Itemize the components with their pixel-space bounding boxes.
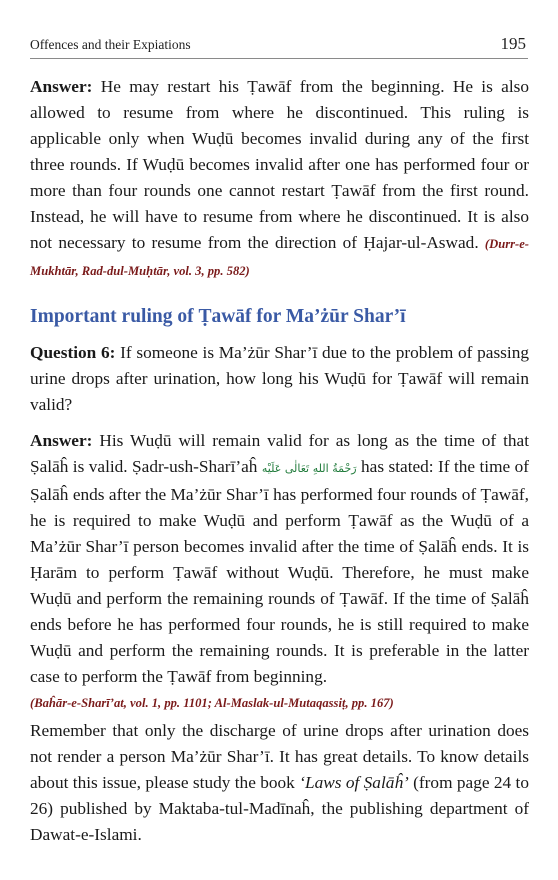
answer-label: Answer:	[30, 77, 93, 96]
answer-paragraph-2	[30, 428, 529, 716]
question-label: Question 6:	[30, 343, 116, 362]
question-paragraph	[30, 340, 529, 418]
answer-text-continued: has stated: If the time of Ṣalāĥ ends after the Ma’żūr Shar’ī has performed four rounds of Ṭawāf, he is required to make Wuḍū and perform Ṭawāf as the Wuḍū of a Ma’żūr Shar’ī person becomes invalid after the time of Ṣalāĥ ends. It is Ḥarām to perform Ṭawāf without Wuḍū. Therefore, he must make Wuḍū and perform the remaining rounds of Ṭawāf. If the time of Ṣalāĥ ends before he has performed four rounds, he is still required to make Wuḍū and perform the remaining rounds. It is preferable in the latter case to perform the Ṭawāf from beginning.	[30, 457, 530, 686]
closing-text-continued: (from page 24 to 26) published by Maktaba-tul-Madīnaĥ, the publishing department of Dawat-e-Islami.	[30, 773, 529, 844]
citation: (Baĥār-e-Sharī’at, vol. 1, pp. 1101; Al-Maslak-ul-Mutaqassiṭ, pp. 167)	[30, 696, 394, 710]
answer-text: His Wuḍū will remain valid for as long as the time of that Ṣalāĥ is valid. Ṣadr-ush-Sharī’aĥ	[30, 431, 529, 476]
book-title: ‘Laws of Ṣalāĥ’	[299, 773, 409, 792]
answer-text: He may restart his Ṭawāf from the beginning. He is also allowed to resume from where he discontinued. This ruling is applicable only when Wuḍū becomes invalid during any of the first three rounds. If Wuḍū becomes invalid after one has performed four or more than four rounds one cannot restart Ṭawāf from the first round. Instead, he will have to resume from where he discontinued. It is also not necessary to resume from the direction of Ḥajar-ul-Aswad.	[30, 77, 529, 252]
page-number: 195	[500, 34, 526, 53]
closing-paragraph	[30, 718, 529, 848]
question-text: If someone is Ma’żūr Shar’ī due to the problem of passing urine drops after urination, how long his Wuḍū for Ṭawāf will remain valid?	[30, 343, 529, 414]
citation: (Durr-e-Mukhtār, Rad-dul-Muḥtār, vol. 3, pp. 582)	[30, 237, 529, 278]
running-header	[30, 34, 528, 59]
closing-text: Remember that only the discharge of urine drops after urination does not render a person Ma’żūr Shar’ī. It has great details. To know details about this issue, please study the book	[30, 721, 529, 792]
arabic-honorific: رَحْمَةُ اللهِ تَعَالٰی عَلَیْه	[261, 462, 357, 475]
answer-label: Answer:	[30, 431, 93, 450]
answer-paragraph-1	[30, 74, 529, 284]
section-heading: Important ruling of Ṭawāf for Ma’żūr Shar’ī	[30, 306, 406, 327]
running-title: Offences and their Expiations	[30, 37, 191, 52]
